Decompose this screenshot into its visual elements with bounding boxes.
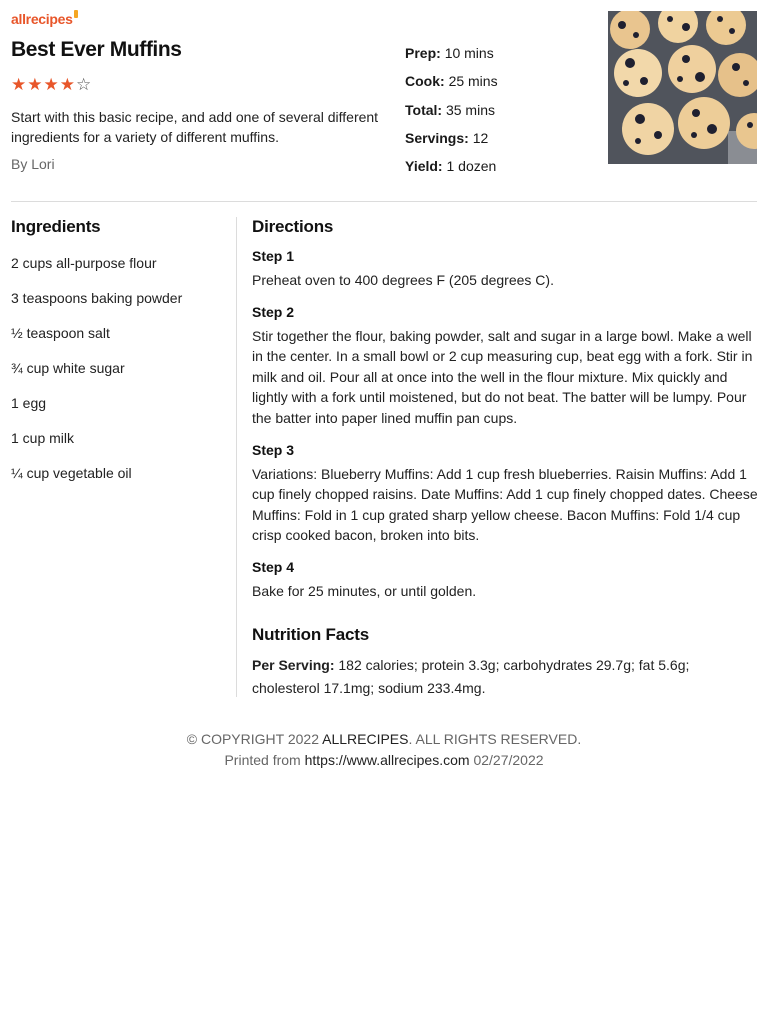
muffin-tray-illustration	[608, 11, 757, 164]
ingredient-item: 3 teaspoons baking powder	[11, 290, 183, 306]
ingredients-heading: Ingredients	[11, 217, 101, 236]
meta-label: Prep:	[405, 45, 441, 61]
directions-section	[252, 216, 758, 700]
ingredient-item: 1 cup milk	[11, 430, 75, 446]
ingredient-item: ¾ cup white sugar	[11, 360, 125, 376]
direction-step	[252, 246, 758, 291]
step-text: Bake for 25 minutes, or until golden.	[252, 582, 477, 599]
nutrition-label: Per Serving:	[252, 656, 335, 673]
step-text: Variations: Blueberry Muffins: Add 1 cup fresh blueberries. Raisin Muffins: Add 1 cup finely chopped raisins. Date Muffins: Add 1 cup finely chopped dates. Cheese Muffins: Fold in 1 cup grated sharp yellow cheese. Bacon Muffins: Fold 1/4 cup crisp cooked bacon, broken into bits.	[252, 465, 758, 544]
printed-url-link[interactable]: https://www.allrecipes.com	[304, 752, 470, 768]
recipe-author: By Lori	[11, 156, 55, 172]
logo-mark-icon	[74, 10, 78, 18]
star-filled-icon: ★	[43, 75, 60, 94]
column-divider	[236, 217, 237, 697]
step-title: Step 3	[252, 441, 295, 458]
ingredients-section	[11, 216, 231, 498]
ingredient-item: ¼ cup vegetable oil	[11, 465, 132, 481]
meta-cook	[405, 71, 498, 99]
step-title: Step 1	[252, 248, 295, 264]
meta-label: Yield:	[405, 158, 443, 175]
recipe-photo	[608, 11, 757, 164]
header-divider	[11, 201, 757, 202]
meta-value: 1 dozen	[446, 158, 497, 175]
meta-label: Servings:	[405, 129, 469, 146]
recipe-meta	[405, 43, 498, 184]
star-filled-icon: ★	[11, 75, 28, 94]
copyright-brand: ALLRECIPES	[322, 731, 409, 747]
print-footer	[0, 729, 768, 771]
directions-heading: Directions	[252, 217, 334, 236]
printed-from-line	[0, 750, 768, 771]
direction-step	[252, 557, 758, 602]
direction-step	[252, 440, 758, 546]
meta-servings	[405, 128, 498, 156]
star-rating	[11, 76, 92, 93]
meta-total	[405, 100, 498, 128]
step-text: Preheat oven to 400 degrees F (205 degrees C).	[252, 272, 554, 288]
printed-date: 02/27/2022	[469, 752, 544, 768]
direction-step	[252, 302, 758, 429]
star-filled-icon: ★	[59, 75, 76, 94]
meta-value: 10 mins	[444, 45, 494, 61]
copyright-suffix: . ALL RIGHTS RESERVED.	[408, 731, 582, 747]
meta-value: 12	[472, 129, 489, 146]
meta-label: Cook:	[405, 73, 445, 90]
ingredient-item: 2 cups all-purpose flour	[11, 255, 157, 271]
meta-prep	[405, 43, 498, 71]
printed-prefix: Printed from	[224, 752, 305, 768]
recipe-description: Start with this basic recipe, and add one of several different ingredients for a variety of different muffins.	[11, 109, 379, 145]
copyright-prefix: © COPYRIGHT 2022	[186, 731, 323, 747]
meta-value: 35 mins	[445, 101, 495, 118]
ingredient-item: ½ teaspoon salt	[11, 325, 110, 341]
star-empty-icon: ☆	[76, 75, 93, 94]
nutrition-facts	[252, 654, 758, 700]
recipe-title: Best Ever Muffins	[11, 38, 182, 61]
step-title: Step 2	[252, 303, 295, 320]
nutrition-heading: Nutrition Facts	[252, 624, 369, 644]
ingredient-item: 1 egg	[11, 395, 47, 411]
nutrition-text: 182 calories; protein 3.3g; carbohydrates 29.7g; fat 5.6g; cholesterol 17.1mg; sodium 233.4mg.	[252, 656, 690, 696]
meta-yield	[405, 156, 498, 184]
meta-value: 25 mins	[448, 73, 498, 90]
logo-text: allrecipes	[11, 11, 73, 27]
meta-label: Total:	[405, 101, 443, 118]
copyright-line	[0, 729, 768, 750]
step-title: Step 4	[252, 558, 295, 575]
allrecipes-logo[interactable]	[11, 10, 78, 27]
star-filled-icon: ★	[27, 75, 44, 94]
step-text: Stir together the flour, baking powder, salt and sugar in a large bowl. Make a well in the center. In a small bowl or 2 cup measuring cup, beat egg with a fork. Stir in milk and oil. Pour all at once into the well in the flour mixture. Mix quickly and lightly with a fork until moistened, but do not beat. The batter will be lumpy. Pour the batter into paper lined muffin pan cups.	[252, 327, 753, 426]
